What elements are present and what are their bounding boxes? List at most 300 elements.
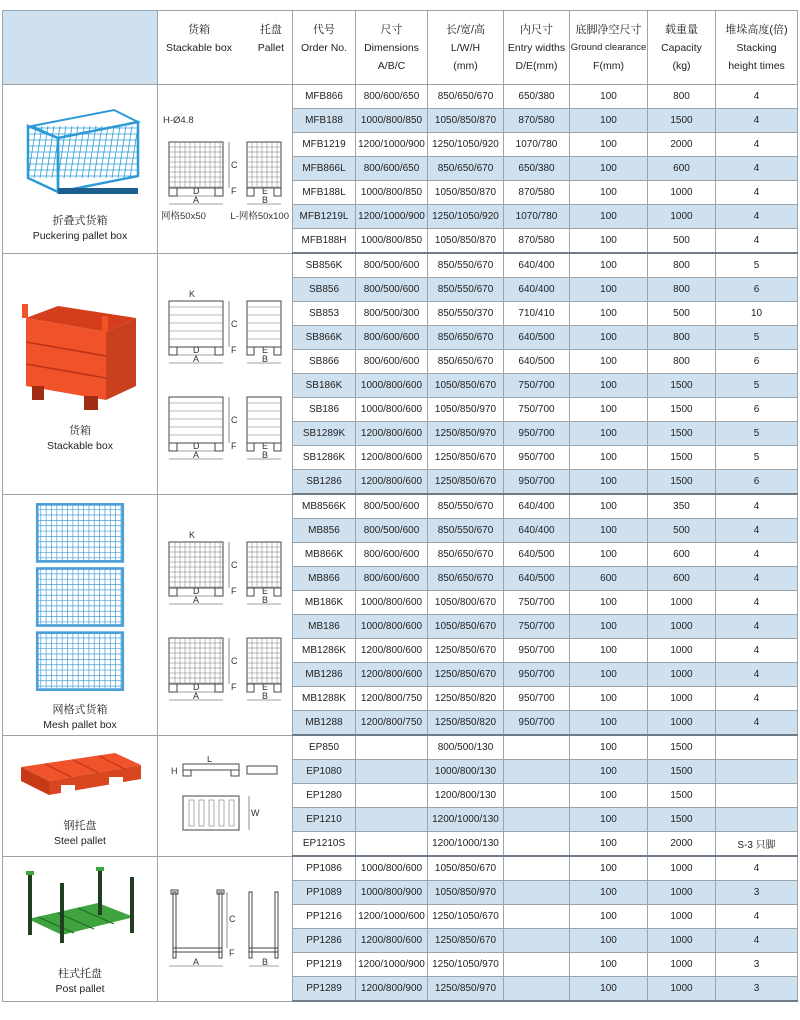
ground-clearance-cell: 100 <box>570 494 648 519</box>
stacking-times-cell: 6 <box>716 278 798 302</box>
dimensions-cell: 1000/800/850 <box>356 229 428 254</box>
table-row <box>3 735 798 760</box>
lwh-cell: 1050/850/670 <box>428 856 504 881</box>
capacity-cell: 1000 <box>648 663 716 687</box>
dimensions-cell: 1200/800/600 <box>356 422 428 446</box>
lwh-cell: 850/650/670 <box>428 157 504 181</box>
entry-widths-cell: 950/700 <box>504 711 570 736</box>
order-no-cell: MFB188 <box>293 109 356 133</box>
capacity-cell: 1000 <box>648 711 716 736</box>
header-ground-en1: Ground clearance <box>570 41 647 53</box>
order-no-cell: MFB1219 <box>293 133 356 157</box>
dimensions-cell: 800/500/600 <box>356 253 428 278</box>
spec-sheet <box>2 10 797 995</box>
capacity-cell: 800 <box>648 350 716 374</box>
ground-clearance-cell: 100 <box>570 519 648 543</box>
capacity-cell: 500 <box>648 519 716 543</box>
capacity-cell: 1500 <box>648 784 716 808</box>
dimensions-cell: 800/600/600 <box>356 567 428 591</box>
svg-text:B: B <box>262 594 269 605</box>
dimensions-cell: 800/500/300 <box>356 302 428 326</box>
order-no-cell: MFB1219L <box>293 205 356 229</box>
lwh-cell: 1050/850/870 <box>428 181 504 205</box>
order-no-cell: EP1210S <box>293 832 356 857</box>
stackable-box-photo-icon <box>18 296 142 416</box>
svg-text:K: K <box>189 529 196 540</box>
lwh-cell: 1250/1050/970 <box>428 953 504 977</box>
svg-text:C: C <box>231 414 238 425</box>
stacking-times-cell: 4 <box>716 687 798 711</box>
entry-widths-cell: 1070/780 <box>504 205 570 229</box>
capacity-cell: 800 <box>648 278 716 302</box>
order-no-cell: MB1288K <box>293 687 356 711</box>
capacity-cell: 1000 <box>648 977 716 1002</box>
product-photo-cell <box>3 494 158 735</box>
order-no-cell: MB1288 <box>293 711 356 736</box>
order-no-cell: MB866 <box>293 567 356 591</box>
stacking-times-cell: 4 <box>716 639 798 663</box>
post-pallet-drawing-icon <box>163 886 287 972</box>
lwh-cell: 1250/850/670 <box>428 929 504 953</box>
stacking-times-cell: 6 <box>716 470 798 495</box>
order-no-cell: SB1286K <box>293 446 356 470</box>
svg-text:A: A <box>193 690 200 701</box>
svg-text:D: D <box>193 440 200 451</box>
ground-clearance-cell: 100 <box>570 374 648 398</box>
order-no-cell: SB186K <box>293 374 356 398</box>
dimensions-cell: 1200/1000/900 <box>356 205 428 229</box>
order-no-cell: EP1210 <box>293 808 356 832</box>
order-no-cell: SB1289K <box>293 422 356 446</box>
capacity-cell: 800 <box>648 253 716 278</box>
svg-text:E: E <box>262 681 269 692</box>
stacking-times-cell: 4 <box>716 591 798 615</box>
stacking-times-cell: 6 <box>716 398 798 422</box>
dimensions-cell <box>356 832 428 857</box>
stacking-times-cell: 4 <box>716 615 798 639</box>
order-no-cell: MFB866 <box>293 85 356 109</box>
svg-text:C: C <box>231 559 238 570</box>
order-no-cell: MB8566K <box>293 494 356 519</box>
ground-clearance-cell: 100 <box>570 784 648 808</box>
stacking-times-cell <box>716 735 798 760</box>
ground-clearance-cell: 100 <box>570 881 648 905</box>
lwh-cell: 1250/850/670 <box>428 470 504 495</box>
header-ground <box>570 11 648 85</box>
lwh-cell: 1050/850/870 <box>428 109 504 133</box>
mesh-pallet-box-photo-icon <box>18 499 142 695</box>
svg-text:B: B <box>262 353 269 364</box>
capacity-cell: 1000 <box>648 615 716 639</box>
entry-widths-cell: 870/580 <box>504 109 570 133</box>
dimensions-cell: 1000/800/600 <box>356 615 428 639</box>
ground-clearance-cell: 100 <box>570 133 648 157</box>
entry-widths-cell: 950/700 <box>504 663 570 687</box>
capacity-cell: 1000 <box>648 591 716 615</box>
svg-text:F: F <box>229 947 235 958</box>
svg-text:D: D <box>193 585 200 596</box>
entry-widths-cell: 950/700 <box>504 446 570 470</box>
lwh-cell: 1050/800/670 <box>428 591 504 615</box>
stackable-box-drawing-icon <box>163 381 287 463</box>
steel-pallet-drawing-icon <box>163 756 287 836</box>
svg-text:W: W <box>251 807 260 818</box>
header-order <box>293 11 356 85</box>
entry-widths-cell: 640/500 <box>504 543 570 567</box>
group-name-zh: 货箱 <box>69 424 91 437</box>
entry-widths-cell <box>504 905 570 929</box>
ground-clearance-cell: 100 <box>570 977 648 1002</box>
entry-widths-cell: 640/400 <box>504 494 570 519</box>
group-name-en: Post pallet <box>55 982 105 995</box>
wire-diameter-label: H-Ø4.8 <box>163 115 194 127</box>
order-no-cell: SB856 <box>293 278 356 302</box>
ground-clearance-cell: 100 <box>570 760 648 784</box>
dimensions-cell: 800/600/600 <box>356 326 428 350</box>
ground-clearance-cell: 100 <box>570 929 648 953</box>
header-stack-zh: 堆垛高度(倍) <box>725 23 788 36</box>
order-no-cell: PP1086 <box>293 856 356 881</box>
ground-clearance-cell: 100 <box>570 905 648 929</box>
ground-clearance-cell: 100 <box>570 446 648 470</box>
ground-clearance-cell: 100 <box>570 302 648 326</box>
dimensions-cell: 1000/800/600 <box>356 374 428 398</box>
ground-clearance-cell: 100 <box>570 591 648 615</box>
group-name-zh: 钢托盘 <box>63 819 97 832</box>
capacity-cell: 600 <box>648 157 716 181</box>
capacity-cell: 1000 <box>648 205 716 229</box>
svg-text:L: L <box>207 755 213 764</box>
entry-widths-cell <box>504 832 570 857</box>
header-row <box>3 11 798 85</box>
stacking-times-cell: 4 <box>716 929 798 953</box>
product-photo-cell <box>3 856 158 1001</box>
stacking-times-cell: 4 <box>716 109 798 133</box>
order-no-cell: PP1289 <box>293 977 356 1002</box>
stacking-times-cell <box>716 784 798 808</box>
svg-text:A: A <box>193 353 200 364</box>
svg-text:E: E <box>262 186 269 197</box>
stacking-times-cell: 3 <box>716 953 798 977</box>
order-no-cell: EP1080 <box>293 760 356 784</box>
entry-widths-cell: 870/580 <box>504 229 570 254</box>
dimensions-cell: 1200/800/600 <box>356 663 428 687</box>
header-box-zh: 货箱 <box>187 23 210 36</box>
lwh-cell: 850/550/670 <box>428 494 504 519</box>
lwh-cell: 1250/1050/920 <box>428 205 504 229</box>
svg-text:B: B <box>262 956 269 967</box>
stacking-times-cell: 4 <box>716 519 798 543</box>
dimensions-cell: 1200/800/600 <box>356 470 428 495</box>
svg-text:D: D <box>193 344 200 355</box>
post-pallet-photo-icon <box>18 863 142 959</box>
product-photo-cell <box>3 85 158 254</box>
lwh-cell: 800/500/130 <box>428 735 504 760</box>
lwh-cell: 850/550/670 <box>428 519 504 543</box>
group-name-en: Puckering pallet box <box>32 229 128 242</box>
dimensions-cell: 1200/1000/900 <box>356 133 428 157</box>
ground-clearance-cell: 100 <box>570 85 648 109</box>
header-stack-en2: height times <box>728 59 785 72</box>
dimensions-cell: 1200/1000/900 <box>356 953 428 977</box>
order-no-cell: SB866K <box>293 326 356 350</box>
table-row <box>3 494 798 519</box>
stacking-times-cell: 4 <box>716 905 798 929</box>
order-no-cell: SB856K <box>293 253 356 278</box>
dimensions-cell: 1200/800/600 <box>356 639 428 663</box>
ground-clearance-cell: 100 <box>570 398 648 422</box>
entry-widths-cell <box>504 856 570 881</box>
ground-clearance-cell: 100 <box>570 663 648 687</box>
entry-widths-cell: 950/700 <box>504 470 570 495</box>
header-dimensions <box>356 11 428 85</box>
dimensions-cell: 1200/800/750 <box>356 711 428 736</box>
stacking-times-cell: 4 <box>716 181 798 205</box>
capacity-cell: 350 <box>648 494 716 519</box>
capacity-cell: 1500 <box>648 470 716 495</box>
order-no-cell: SB866 <box>293 350 356 374</box>
capacity-cell: 2000 <box>648 832 716 857</box>
lwh-cell: 1050/850/670 <box>428 615 504 639</box>
lwh-cell: 1250/850/970 <box>428 977 504 1002</box>
order-no-cell: PP1089 <box>293 881 356 905</box>
capacity-cell: 1000 <box>648 881 716 905</box>
dimensions-cell: 1200/800/750 <box>356 687 428 711</box>
lwh-cell: 1050/850/970 <box>428 398 504 422</box>
svg-text:D: D <box>193 186 200 197</box>
svg-text:H: H <box>171 765 178 776</box>
ground-clearance-cell: 100 <box>570 109 648 133</box>
entry-widths-cell <box>504 881 570 905</box>
svg-text:F: F <box>231 344 237 355</box>
svg-text:B: B <box>262 195 269 206</box>
header-order-en: Order No. <box>300 41 348 54</box>
order-no-cell: MB186K <box>293 591 356 615</box>
table-row <box>3 253 798 278</box>
stacking-times-cell <box>716 808 798 832</box>
lwh-cell: 1250/850/970 <box>428 422 504 446</box>
stacking-times-cell <box>716 760 798 784</box>
entry-widths-cell: 650/380 <box>504 85 570 109</box>
svg-text:K: K <box>189 288 196 299</box>
entry-widths-cell: 750/700 <box>504 398 570 422</box>
capacity-cell: 600 <box>648 543 716 567</box>
mesh-box-drawing-icon <box>163 622 287 704</box>
header-inner-en1: Entry widths <box>507 41 566 54</box>
header-pallet-en: Pallet <box>257 41 284 54</box>
svg-text:B: B <box>262 690 269 701</box>
lwh-cell: 1250/850/820 <box>428 687 504 711</box>
ground-clearance-cell: 100 <box>570 953 648 977</box>
entry-widths-cell <box>504 784 570 808</box>
order-no-cell: PP1216 <box>293 905 356 929</box>
svg-text:C: C <box>231 318 238 329</box>
product-photo-cell <box>3 735 158 856</box>
capacity-cell: 500 <box>648 302 716 326</box>
entry-widths-cell: 950/700 <box>504 422 570 446</box>
order-no-cell: MB1286K <box>293 639 356 663</box>
capacity-cell: 1000 <box>648 181 716 205</box>
dimensions-cell: 800/500/600 <box>356 494 428 519</box>
entry-widths-cell: 640/500 <box>504 326 570 350</box>
ground-clearance-cell: 100 <box>570 350 648 374</box>
entry-widths-cell: 640/500 <box>504 567 570 591</box>
header-box-en: Stackable box <box>166 41 232 54</box>
dimensions-cell: 800/500/600 <box>356 278 428 302</box>
capacity-cell: 1500 <box>648 374 716 398</box>
stacking-times-cell: 4 <box>716 205 798 229</box>
svg-text:F: F <box>231 681 237 692</box>
entry-widths-cell: 640/400 <box>504 278 570 302</box>
ground-clearance-cell: 600 <box>570 567 648 591</box>
ground-clearance-cell: 100 <box>570 687 648 711</box>
lwh-cell: 1250/850/820 <box>428 711 504 736</box>
dimensions-cell: 800/600/600 <box>356 543 428 567</box>
svg-text:C: C <box>231 655 238 666</box>
stacking-times-cell: 4 <box>716 133 798 157</box>
lwh-cell: 1050/850/970 <box>428 881 504 905</box>
capacity-cell: 2000 <box>648 133 716 157</box>
technical-drawing-cell <box>158 735 293 856</box>
entry-widths-cell: 650/380 <box>504 157 570 181</box>
ground-clearance-cell: 100 <box>570 543 648 567</box>
stacking-times-cell: 4 <box>716 229 798 254</box>
header-ground-zh: 底脚净空尺寸 <box>575 23 642 36</box>
dimensions-cell: 1200/800/600 <box>356 929 428 953</box>
mesh-spec-label: 网格50x50 <box>161 211 206 223</box>
capacity-cell: 1000 <box>648 687 716 711</box>
dimensions-cell: 1200/1000/600 <box>356 905 428 929</box>
header-dim-en1: Dimensions <box>364 41 419 54</box>
lwh-cell: 1050/850/870 <box>428 229 504 254</box>
capacity-cell: 1000 <box>648 929 716 953</box>
entry-widths-cell: 870/580 <box>504 181 570 205</box>
dimensions-cell: 1000/800/600 <box>356 591 428 615</box>
ground-clearance-cell: 100 <box>570 615 648 639</box>
dimensions-cell: 800/500/600 <box>356 519 428 543</box>
order-no-cell: MB1286 <box>293 663 356 687</box>
product-photo-cell <box>3 253 158 494</box>
order-no-cell: MFB866L <box>293 157 356 181</box>
capacity-cell: 600 <box>648 567 716 591</box>
capacity-cell: 1500 <box>648 808 716 832</box>
header-corner <box>3 11 158 85</box>
svg-text:E: E <box>262 585 269 596</box>
folding-box-drawing-icon <box>163 126 287 208</box>
header-lwh-en2: (mm) <box>453 59 478 72</box>
lwh-cell: 1250/850/670 <box>428 663 504 687</box>
capacity-cell: 1000 <box>648 905 716 929</box>
svg-text:E: E <box>262 440 269 451</box>
entry-widths-cell <box>504 977 570 1002</box>
spec-table <box>2 10 798 1002</box>
entry-widths-cell <box>504 760 570 784</box>
entry-widths-cell: 750/700 <box>504 374 570 398</box>
stacking-times-cell: 4 <box>716 567 798 591</box>
entry-widths-cell: 710/410 <box>504 302 570 326</box>
capacity-cell: 1500 <box>648 760 716 784</box>
svg-text:F: F <box>231 440 237 451</box>
order-no-cell: MFB188H <box>293 229 356 254</box>
stacking-times-cell: 4 <box>716 85 798 109</box>
svg-text:F: F <box>231 186 237 197</box>
header-pallet-zh: 托盘 <box>259 23 282 36</box>
ground-clearance-cell: 100 <box>570 808 648 832</box>
entry-widths-cell: 640/400 <box>504 253 570 278</box>
header-stack-en1: Stacking <box>736 41 777 54</box>
group-name-zh: 柱式托盘 <box>58 967 102 980</box>
spec-body <box>3 85 798 1002</box>
order-no-cell: MFB188L <box>293 181 356 205</box>
lwh-cell: 1250/1050/670 <box>428 905 504 929</box>
ground-clearance-cell: 100 <box>570 181 648 205</box>
dimensions-cell: 1200/800/900 <box>356 977 428 1002</box>
capacity-cell: 1500 <box>648 735 716 760</box>
dimensions-cell <box>356 784 428 808</box>
lwh-cell: 1200/1000/130 <box>428 808 504 832</box>
lwh-cell: 850/650/670 <box>428 326 504 350</box>
header-order-zh: 代号 <box>313 23 335 36</box>
dimensions-cell: 1200/800/600 <box>356 446 428 470</box>
group-name-en: Mesh pallet box <box>43 718 117 731</box>
lwh-cell: 1200/1000/130 <box>428 832 504 857</box>
entry-widths-cell: 1070/780 <box>504 133 570 157</box>
svg-text:F: F <box>231 585 237 596</box>
stackable-box-drawing-k-icon <box>163 285 287 367</box>
header-capacity <box>648 11 716 85</box>
header-cap-en1: Capacity <box>661 41 702 54</box>
entry-widths-cell <box>504 808 570 832</box>
capacity-cell: 1500 <box>648 446 716 470</box>
capacity-cell: 1000 <box>648 953 716 977</box>
stacking-times-cell: 4 <box>716 711 798 736</box>
entry-widths-cell: 950/700 <box>504 639 570 663</box>
technical-drawing-cell <box>158 856 293 1001</box>
capacity-cell: 1500 <box>648 398 716 422</box>
stacking-times-cell: 4 <box>716 494 798 519</box>
group-name-en: Steel pallet <box>54 834 106 847</box>
order-no-cell: PP1286 <box>293 929 356 953</box>
dimensions-cell <box>356 735 428 760</box>
lwh-cell: 1200/800/130 <box>428 784 504 808</box>
capacity-cell: 1000 <box>648 856 716 881</box>
lwh-cell: 1050/850/670 <box>428 374 504 398</box>
l-mesh-spec-label: L-网格50x100 <box>230 211 289 223</box>
ground-clearance-cell: 100 <box>570 711 648 736</box>
capacity-cell: 1500 <box>648 109 716 133</box>
header-stacking <box>716 11 798 85</box>
order-no-cell: SB186 <box>293 398 356 422</box>
order-no-cell: EP850 <box>293 735 356 760</box>
header-lwh-zh: 长/宽/高 <box>445 23 486 36</box>
entry-widths-cell: 640/400 <box>504 519 570 543</box>
ground-clearance-cell: 100 <box>570 735 648 760</box>
table-row <box>3 85 798 109</box>
group-name-en: Stackable box <box>47 439 113 452</box>
capacity-cell: 800 <box>648 326 716 350</box>
dimensions-cell: 1000/800/900 <box>356 881 428 905</box>
lwh-cell: 1250/850/670 <box>428 446 504 470</box>
capacity-cell: 1500 <box>648 422 716 446</box>
stacking-times-cell: 3 <box>716 881 798 905</box>
header-ground-en2: F(mm) <box>593 59 624 72</box>
stacking-times-cell: 4 <box>716 157 798 181</box>
lwh-cell: 850/650/670 <box>428 350 504 374</box>
dimensions-cell: 1000/800/600 <box>356 856 428 881</box>
stacking-times-cell: 5 <box>716 326 798 350</box>
svg-text:B: B <box>262 449 269 460</box>
header-box-pallet <box>158 11 293 85</box>
